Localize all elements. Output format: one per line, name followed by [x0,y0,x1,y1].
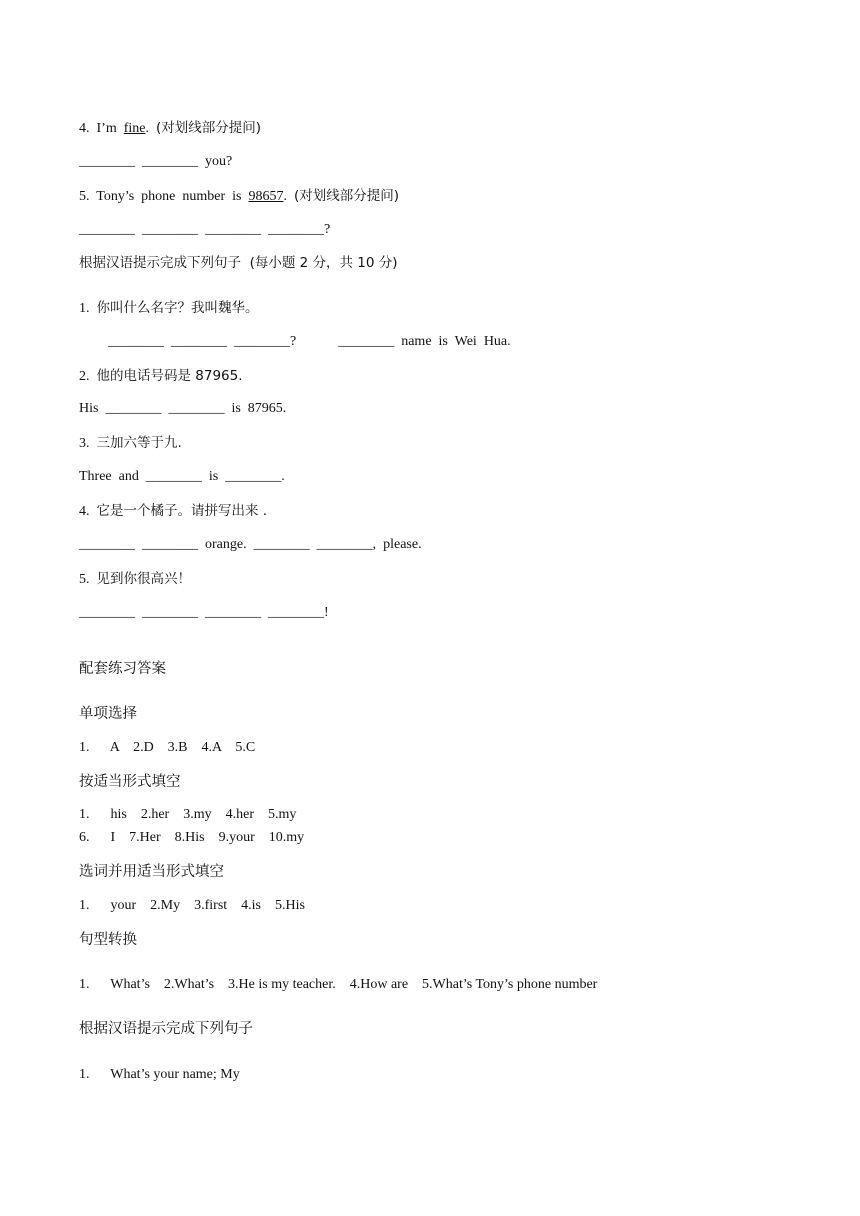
item-number: 1. [79,301,97,316]
q5-prefix: 5. Tony’s phone number is [79,189,249,204]
answer-line: 1. A 2.D 3.B 4.A 5.C [79,740,256,755]
translation-item-1 [79,299,259,318]
item-chinese: 你叫什么名字？我叫魏华。 [96,300,259,316]
translation-heading-score: (每小题 2 分，共 10 分) [241,255,398,271]
answer-line: 1. What’s your name; My [79,1067,240,1082]
item-number: 4. [79,504,97,519]
question-5 [79,187,399,206]
translation-item-2-answer: His ________ ________ is 87965. [79,401,287,416]
translation-item-3 [79,434,182,453]
q5-answer-line: ________ ________ ________ ________? [79,222,331,237]
translation-item-5 [79,570,191,589]
item-number: 2. [79,369,97,384]
q5-suffix: . [283,189,294,204]
answer-heading-transformation: 句型转换 [79,932,137,948]
translation-item-4 [79,502,267,521]
q4-answer-line: ________ ________ you? [79,154,233,169]
q4-note: (对划线部分提问) [155,120,262,136]
answer-line: 1. his 2.her 3.my 4.her 5.my [79,807,297,822]
answers-title: 配套练习答案 [79,661,166,677]
item-number: 3. [79,436,97,451]
q4-suffix: . [145,121,156,136]
translation-item-5-answer: ________ ________ ________ ________! [79,605,329,620]
translation-heading-cn: 根据汉语提示完成下列句子 [79,255,241,271]
answer-line: 1. your 2.My 3.first 4.is 5.His [79,898,305,913]
item-chinese: 他的电话号码是 87965. [96,368,243,384]
translation-section-heading [79,254,398,273]
answer-heading-single-choice: 单项选择 [79,706,137,722]
question-4 [79,119,261,138]
answer-line: 6. I 7.Her 8.His 9.your 10.my [79,830,305,845]
translation-item-1-answer: ________ ________ ________? ________ name is Wei Hua. [108,334,511,349]
translation-item-3-answer: Three and ________ is ________. [79,469,285,484]
q5-note: (对划线部分提问) [293,188,400,204]
item-chinese: 它是一个橘子。请拼写出来 . [96,503,268,519]
q5-underlined: 98657 [248,189,284,204]
item-chinese: 三加六等于九. [96,435,182,451]
q4-underlined: fine [123,121,146,136]
answer-line: 1. What’s 2.What’s 3.He is my teacher. 4.How are 5.What’s Tony’s phone number [79,977,598,992]
answer-heading-fill-form: 按适当形式填空 [79,774,181,790]
answer-heading-choose-words: 选词并用适当形式填空 [79,864,224,880]
translation-item-2 [79,367,243,386]
item-chinese: 见到你很高兴！ [96,571,191,587]
answer-heading-translation: 根据汉语提示完成下列句子 [79,1021,253,1037]
translation-item-4-answer: ________ ________ orange. ________ ________, please. [79,537,422,552]
item-number: 5. [79,572,97,587]
q4-prefix: 4. I’m [79,121,124,136]
